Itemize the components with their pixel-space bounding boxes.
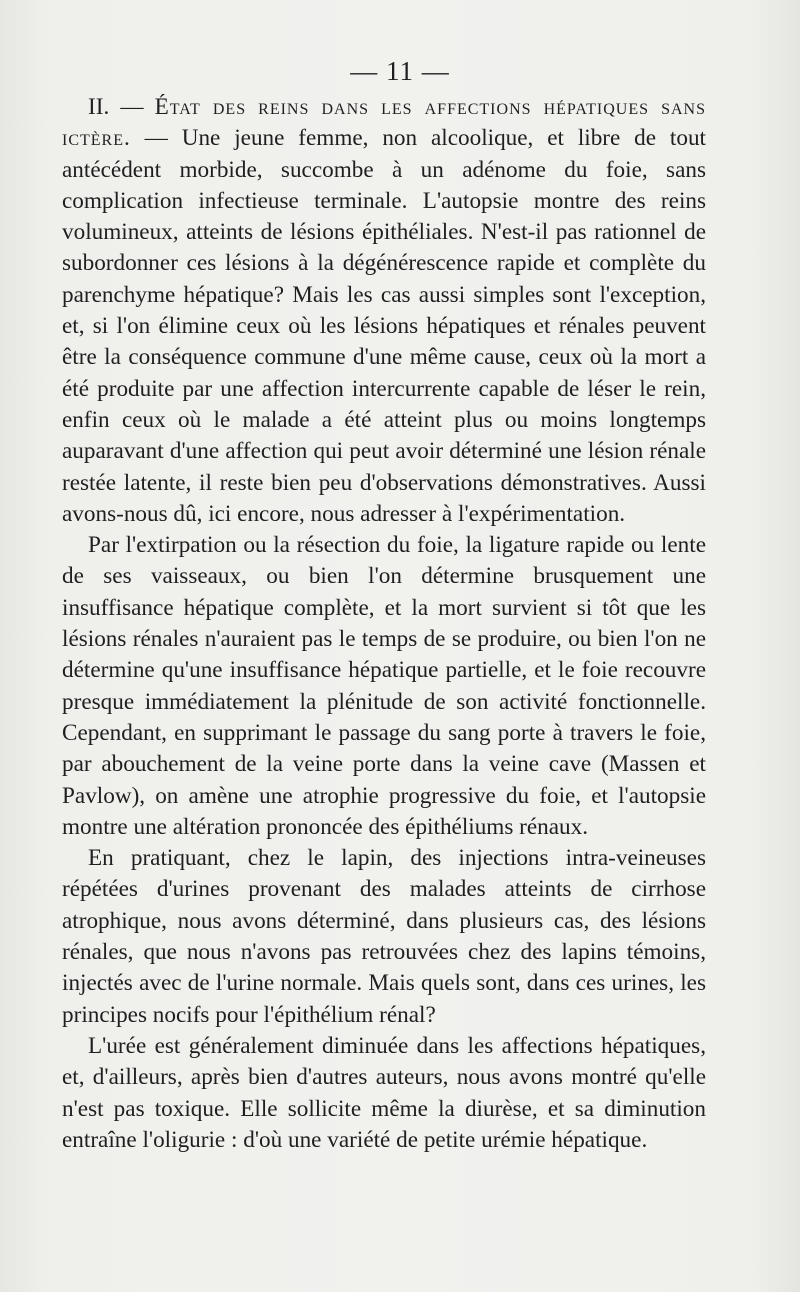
section-number: II. —: [88, 94, 155, 120]
section-heading: État des reins dans les affections hépatiques sans: [154, 94, 706, 120]
heading-dash: —: [130, 125, 182, 152]
paragraph-text: Une jeune femme, non alcoolique, et libre de tout antécédent morbide, succombe à un adénome du foie, sans complication infectieuse terminale. L'autopsie montre des reins volumineux, atteints de lésions épithéliales. N'est-il pas rationnel de subordonner ces lésions à la dégénérescence rapide et complète du parenchyme hépatique? Mais les cas aussi simples sont l'exception, et, si l'on élimine ceux où les lésions hépatiques et rénales peuvent être la conséquence commune d'une même cause, ceux où la mort a été produite par une affection intercurrente capable de léser le rein, enfin ceux où le malade a été atteint plus ou moins longtemps auparavant d'une affection qui peut avoir déterminé une lésion rénale restée latente, il reste bien peu d'observations démonstratives. Aussi avons-nous dû, ici encore, nous adresser à l'expérimentation.: [62, 125, 706, 527]
section-paragraph: [62, 92, 706, 530]
paragraph: L'urée est généralement diminuée dans les affections hépatiques, et, d'ailleurs, après bien d'autres auteurs, nous avons montré qu'elle n'est pas toxique. Elle sollicite même la diurèse, et sa diminution entraîne l'oligurie : d'où une variété de petite urémie hépatique.: [62, 1032, 706, 1153]
paragraph: Par l'extirpation ou la résection du foie, la ligature rapide ou lente de ses vaisseaux, ou bien l'on détermine brusquement une insuffisance hépatique complète, et la mort survient si tôt que les lésions rénales n'auraient pas le temps de se produire, ou bien l'on ne détermine qu'une insuffisance hépatique partielle, et le foie recouvre presque immédiatement la plénitude de son activité fonctionnelle. Cependant, en supprimant le passage du sang porte à travers le foie, par abouchement de la veine porte dans la veine cave (Massen et Pavlow), on amène une atrophie progressive du foie, et l'autopsie montre une altération prononcée des épithéliums rénaux.: [62, 532, 706, 840]
paragraph: En pratiquant, chez le lapin, des injections intra-veineuses répétées d'urines provenant des malades atteints de cirrhose atrophique, nous avons déterminé, dans plusieurs cas, des lésions rénales, que nous n'avons pas retrouvées chez des lapins témoins, injectés avec de l'urine normale. Mais quels sont, dans ces urines, les principes nocifs pour l'épithélium rénal?: [62, 845, 706, 1028]
page-number: — 11 —: [350, 56, 450, 86]
page-body: [62, 92, 706, 1156]
section-heading-end: ictère.: [62, 125, 131, 152]
